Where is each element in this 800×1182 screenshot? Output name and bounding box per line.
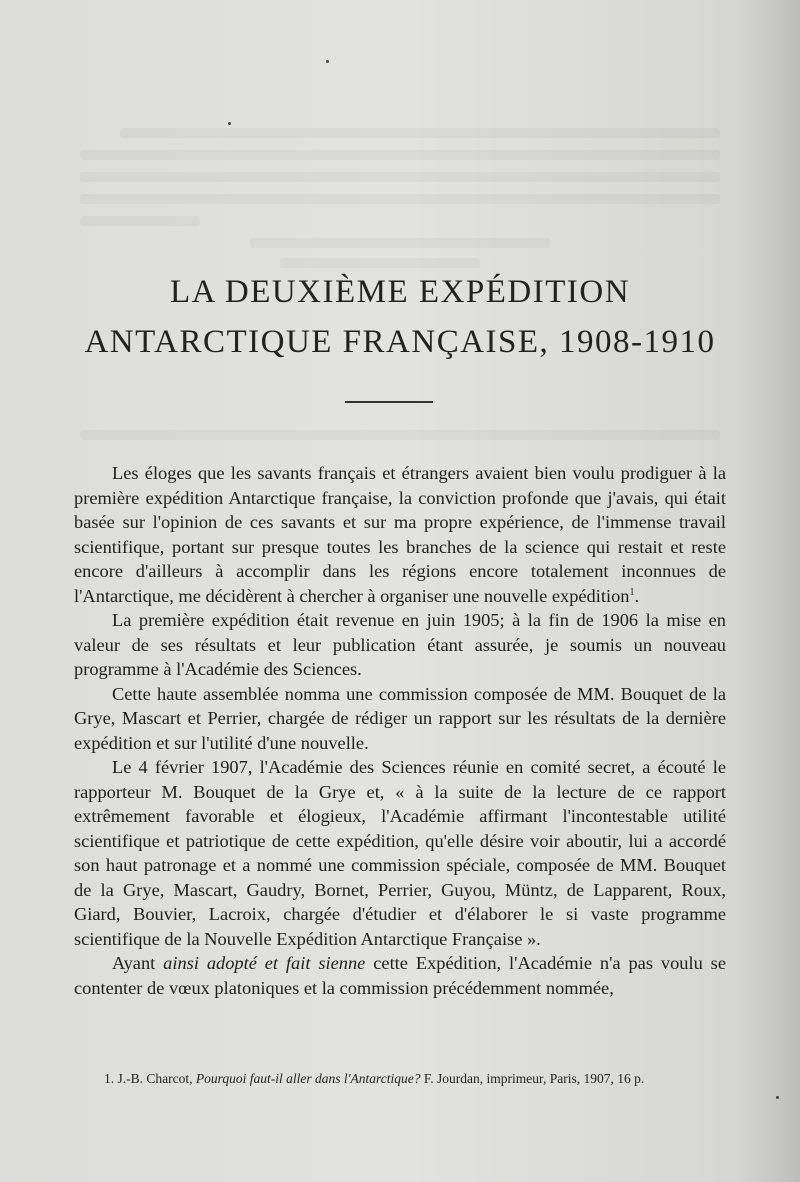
footnote-publisher: F. Jourdan, imprimeur, Paris, 1907, 16 p.	[420, 1071, 645, 1086]
footnote	[104, 1071, 744, 1087]
title-divider	[345, 401, 433, 403]
page-title	[0, 268, 800, 367]
footnote-author: 1. J.-B. Charcot,	[104, 1071, 196, 1086]
paragraph-end: .	[634, 585, 640, 606]
paragraph-text: cette Expédition, l'Académie n'a pas voulu se contenter de vœux platoniques et la commission précédemment nommée,	[74, 953, 726, 998]
title-line-1: LA DEUXIÈME EXPÉDITION	[169, 274, 631, 310]
title-line-2: ANTARCTIQUE FRANÇAISE, 1908-1910	[84, 323, 716, 360]
paragraph-text: Ayant	[112, 953, 164, 973]
paragraph: Cette haute assemblée nomma une commission composée de MM. Bouquet de la Grye, Mascart et Perrier, chargée de rédiger un rapport sur les résultats de la dernière expédition et sur l'utilité d'une nouvelle.	[74, 683, 726, 753]
paragraph	[74, 461, 726, 608]
print-speck	[326, 60, 329, 63]
footnote-reference: 1	[629, 586, 635, 598]
paragraph	[74, 951, 726, 1000]
footnote-title: Pourquoi faut-il aller dans l'Antarctique?	[195, 1071, 421, 1086]
paragraph: Le 4 février 1907, l'Académie des Sciences réunie en comité secret, a écouté le rapporteur M. Bouquet de la Grye et, « à la suite de la lecture de ce rapport extrêmement favorable et élogieux, l'Académie affirmant l'incontestable utilité scientifique et patriotique de cette expédition, qu'elle désire voir aboutir, lui a accordé son haut patronage et a nommé une commission spéciale, composée de MM. Bouquet de la Grye, Mascart, Gaudry, Bornet, Perrier, Guyou, Müntz, de Lapparent, Roux, Giard, Bouvier, Lacroix, chargée d'étudier et d'élaborer le si vaste programme scientifique de la Nouvelle Expédition Antarctique Française ».	[74, 757, 726, 949]
paragraph: La première expédition était revenue en juin 1905; à la fin de 1906 la mise en valeur de ses résultats et leur publication étant assurée, je soumis un nouveau programme à l'Académie des Sciences.	[74, 610, 726, 679]
print-speck	[776, 1096, 779, 1099]
paragraph-text: Les éloges que les savants français et étrangers avaient bien voulu prodiguer à la première expédition Antarctique française, la conviction profonde que j'avais, qui était basée sur l'opinion de ces savants et sur ma propre expérience, de l'immense travail scientifique, portant sur presque toutes les branches de la science qui restait et reste encore d'ailleurs à accomplir dans les régions encore totalement inconnues de l'Antarctique, me décidèrent à chercher à organiser une nouvelle expédition	[74, 463, 726, 606]
italic-phrase: ainsi adopté et fait sienne	[163, 953, 366, 973]
print-speck	[228, 122, 231, 125]
body-text	[74, 461, 726, 1000]
